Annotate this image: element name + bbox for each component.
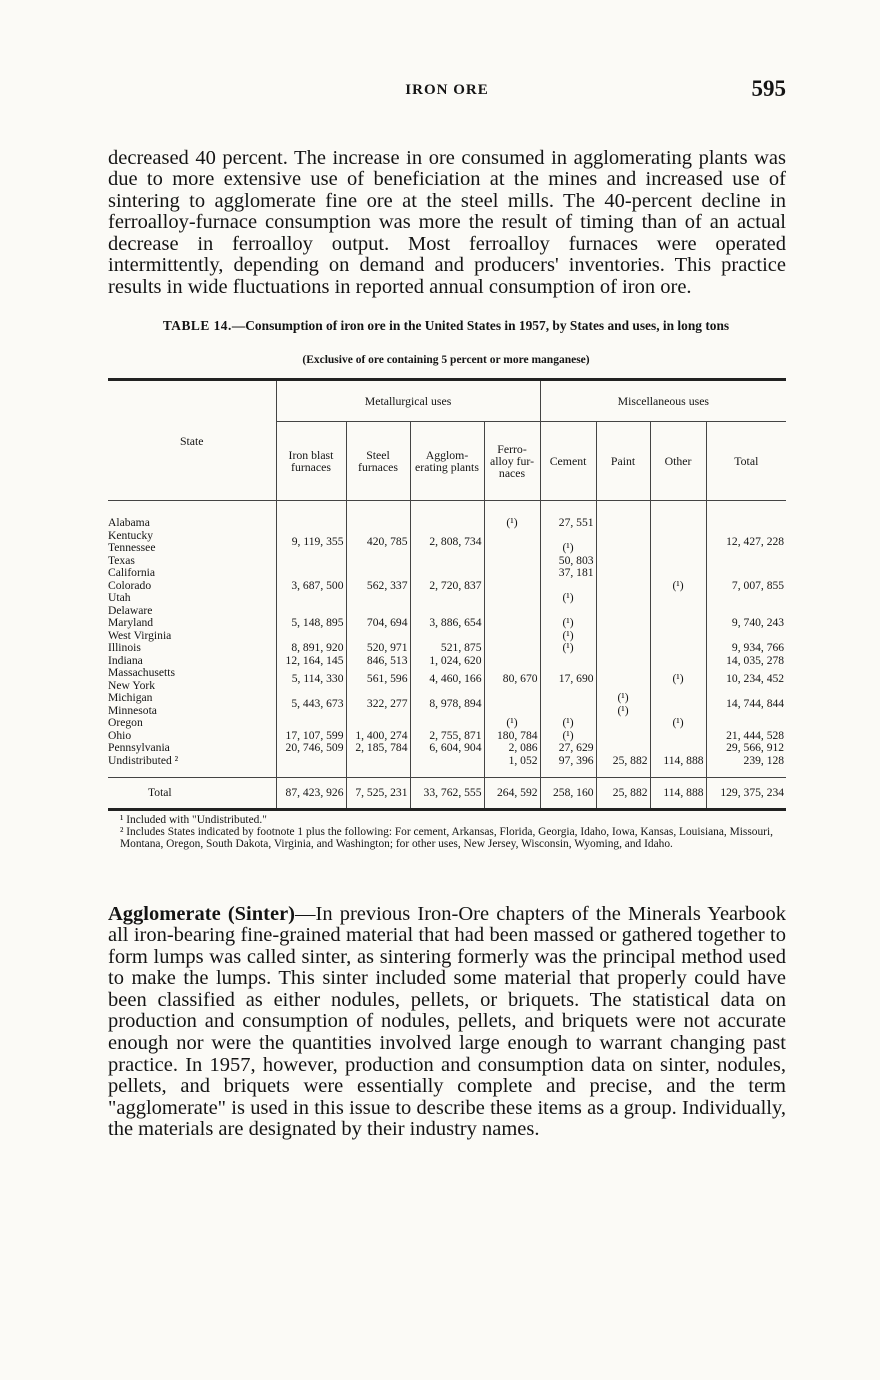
table-cell: 10, 234, 452 [706, 667, 786, 692]
table-cell: 258, 160 [540, 778, 596, 810]
table-cell: 322, 277 [346, 692, 410, 717]
table-cell [346, 755, 410, 768]
table-cell [650, 730, 706, 743]
table-cell: 12, 427, 228 [706, 501, 786, 568]
table-cell: 80, 670 [484, 667, 540, 692]
table-cell [540, 692, 596, 705]
table-cell: 87, 423, 926 [276, 778, 346, 810]
state-name: Indiana [108, 654, 143, 667]
table-cell [410, 717, 484, 730]
table-cell [596, 617, 650, 630]
table-row [108, 567, 786, 580]
table-cell: (¹) [596, 705, 650, 718]
table-cell: 14, 744, 844 [706, 692, 786, 717]
table-cell: 1, 400, 274 [346, 730, 410, 743]
table-cell: (¹) [540, 592, 596, 605]
table-cell: 9, 119, 355 [276, 501, 346, 568]
state-name: Alabama [108, 516, 150, 529]
footnote-1: ¹ Included with "Undistributed." [120, 814, 267, 826]
table-cell: 114, 888 [650, 755, 706, 768]
table-cell: 1, 024, 620 [410, 655, 484, 668]
table-cell: 2, 808, 734 [410, 501, 484, 568]
table-cell: 180, 784 [484, 730, 540, 743]
table-cell: 420, 785 [346, 501, 410, 568]
table-cell: (¹) [540, 730, 596, 743]
paragraph-text: —In previous Iron-Ore chapters of the Minerals Yearbook all iron-bearing fine-grained material that had been massed or gathered together to form lumps was called sinter, as sintering formerly was the principal method used to make the lumps. This sinter included some material that properly could have been classified as either nodules, pellets, or briquets. The statistical data on production and consumption of nodules, pellets, and briquets were not accurate enough nor were the quantities involved large enough to warrant changing past practice. In 1957, however, production and consumption data on sinter, nodules, pellets, and briquets were essentially complete and precise, and the term "agglomerate" is used in this issue to describe these items as a group. Individually, the materials are designated by their industry names. [108, 902, 786, 1141]
table-cell [650, 742, 706, 755]
table-cell: 97, 396 [540, 755, 596, 768]
table-cell [540, 705, 596, 718]
table-cell [650, 555, 706, 568]
table-cell: 8, 891, 920 [276, 642, 346, 655]
table-row [108, 655, 786, 668]
table-cell [650, 542, 706, 555]
table-cell: 4, 460, 166 [410, 667, 484, 692]
table-cell: 25, 882 [596, 755, 650, 768]
table-cell: 704, 694 [346, 605, 410, 643]
table-cell [484, 692, 540, 705]
table-row [108, 755, 786, 768]
table-cell: 521, 875 [410, 642, 484, 655]
table-cell: 12, 164, 145 [276, 655, 346, 668]
table-cell: 29, 566, 912 [706, 742, 786, 755]
table-cell: 239, 128 [706, 755, 786, 768]
table-cell: (¹) [540, 630, 596, 643]
table-cell: 562, 337 [346, 567, 410, 605]
table-cell: 129, 375, 234 [706, 778, 786, 810]
table-row [108, 642, 786, 655]
column-header-cement: Cement [540, 422, 596, 501]
table-cell [540, 530, 596, 543]
column-header-steel: Steel furnaces [346, 422, 410, 501]
state-name: New York [108, 679, 156, 692]
table-cell [650, 630, 706, 643]
state-name: Pennsylvania [108, 742, 170, 754]
state-name: West Virginia [108, 629, 172, 642]
group-header-miscellaneous: Miscellaneous uses [540, 380, 786, 422]
table-cell [540, 655, 596, 668]
state-name: Colorado [108, 579, 152, 592]
table-cell [596, 530, 650, 543]
column-header-other: Other [650, 422, 706, 501]
table-cell: 17, 690 [540, 667, 596, 692]
table-cell [596, 642, 650, 655]
table-cell [484, 542, 540, 555]
table-cell [484, 530, 540, 543]
table-row [108, 605, 786, 618]
table-cell: 27, 551 [540, 501, 596, 530]
table-cell: 520, 971 [346, 642, 410, 655]
table-cell: 8, 978, 894 [410, 692, 484, 717]
state-name: Kentucky [108, 529, 154, 542]
table-cell: 9, 740, 243 [706, 605, 786, 643]
table-cell: 561, 596 [346, 667, 410, 692]
column-header-agglom: Agglom- erating plants [410, 422, 484, 501]
table-cell: 21, 444, 528 [706, 730, 786, 743]
state-name: Massachusetts [108, 667, 175, 679]
table-cell: 114, 888 [650, 778, 706, 810]
running-head: IRON ORE [405, 82, 489, 98]
state-name: Tennessee [108, 542, 156, 554]
table-cell [484, 705, 540, 718]
state-name: California [108, 567, 156, 579]
table-cell: (¹) [650, 667, 706, 692]
table-cell [596, 742, 650, 755]
column-header-paint: Paint [596, 422, 650, 501]
table-cell: 2, 086 [484, 742, 540, 755]
table-cell [596, 605, 650, 618]
table-label: TABLE 14. [162, 318, 232, 333]
table-cell: (¹) [484, 717, 540, 730]
table-cell [484, 605, 540, 618]
table-cell [596, 501, 650, 530]
state-name: Maryland [108, 617, 154, 629]
state-name: Utah [108, 592, 131, 604]
table-cell: 5, 148, 895 [276, 605, 346, 643]
table-cell: (¹) [540, 617, 596, 630]
table-cell [596, 655, 650, 668]
table-row [108, 717, 786, 730]
table-cell: (¹) [650, 580, 706, 593]
table-cell [650, 642, 706, 655]
table-cell [650, 567, 706, 580]
table-cell [276, 755, 346, 768]
table-cell [596, 667, 650, 692]
table-cell: (¹) [540, 542, 596, 555]
paragraph-consumption: decreased 40 percent. The increase in ore consumed in agglomerating plants was due to more extensive use of beneficiation at the mines and increased use of sintering to agglomerate fine ore at the steel mills. The 40-percent decline in ferroalloy-furnace consumption was more the result of timing than of an actual decrease in ferroalloy output. Most ferroalloy furnaces were operated intermittently, depending on demand and producers' inventories. This practice results in wide fluctuations in reported annual consumption of iron ore. [108, 146, 786, 299]
table-cell: (¹) [596, 692, 650, 705]
table-title [106, 318, 786, 334]
state-name: Undistributed ² [108, 754, 179, 767]
table-cell: 7, 525, 231 [346, 778, 410, 810]
state-name: Texas [108, 554, 135, 567]
table-cell: (¹) [650, 717, 706, 730]
table-title-text: —Consumption of iron ore in the United States in 1957, by States and uses, in long tons [231, 318, 730, 333]
section-lead-heading: Agglomerate (Sinter) [108, 902, 295, 925]
table-cell: 2, 185, 784 [346, 742, 410, 755]
table-cell: 37, 181 [540, 567, 596, 580]
table-cell [484, 567, 540, 580]
table-cell [650, 705, 706, 718]
table-cell [596, 717, 650, 730]
table-cell [650, 617, 706, 630]
table-cell [650, 592, 706, 605]
table-cell: 33, 762, 555 [410, 778, 484, 810]
table-row [108, 692, 786, 705]
table-cell [484, 617, 540, 630]
page-header [108, 76, 786, 106]
table-cell [596, 555, 650, 568]
table-cell: 25, 882 [596, 778, 650, 810]
table-cell [650, 692, 706, 705]
state-name: Delaware [108, 604, 153, 617]
table-cell [540, 580, 596, 593]
table-cell [596, 730, 650, 743]
table-cell [346, 717, 410, 730]
table-cell: (¹) [484, 501, 540, 530]
column-header-total: Total [706, 422, 786, 501]
table-footnotes [120, 814, 786, 850]
table-cell: 264, 592 [484, 778, 540, 810]
table-cell: 7, 007, 855 [706, 567, 786, 605]
table-cell [596, 567, 650, 580]
column-header-ferro: Ferro- alloy fur- naces [484, 422, 540, 501]
state-name: Oregon [108, 717, 143, 729]
table-cell [276, 717, 346, 730]
paragraph-agglomerate [108, 904, 786, 1142]
table-cell [484, 655, 540, 668]
table-cell [484, 592, 540, 605]
state-name: Michigan [108, 692, 153, 704]
table-cell [410, 755, 484, 768]
page-number: 595 [751, 76, 786, 101]
column-header-iron-blast: Iron blast furnaces [276, 422, 346, 501]
table-cell: (¹) [540, 642, 596, 655]
table-cell [650, 605, 706, 618]
table-cell: 27, 629 [540, 742, 596, 755]
consumption-table [108, 378, 786, 811]
state-name: Ohio [108, 729, 132, 742]
table-cell [596, 592, 650, 605]
table-subtitle: (Exclusive of ore containing 5 percent or more manganese) [302, 354, 590, 366]
table-cell: 846, 513 [346, 655, 410, 668]
table-cell: 50, 803 [540, 555, 596, 568]
table-row [108, 730, 786, 743]
table-cell: 17, 107, 599 [276, 730, 346, 743]
table-cell [706, 717, 786, 730]
table-row [108, 767, 786, 778]
table-cell [650, 530, 706, 543]
column-header-state: State [108, 380, 276, 501]
table-cell [484, 642, 540, 655]
table-cell: 20, 746, 509 [276, 742, 346, 755]
table-cell: 2, 720, 837 [410, 567, 484, 605]
table-cell: 3, 687, 500 [276, 567, 346, 605]
table-cell [596, 542, 650, 555]
total-row [108, 778, 786, 810]
table-cell [650, 655, 706, 668]
table-cell: 14, 035, 278 [706, 655, 786, 668]
table-cell: 3, 886, 654 [410, 605, 484, 643]
table-cell [596, 580, 650, 593]
table-row [108, 667, 786, 680]
table-cell [484, 580, 540, 593]
state-name: Illinois [108, 642, 141, 654]
table-cell: 6, 604, 904 [410, 742, 484, 755]
table-cell: (¹) [540, 717, 596, 730]
table-cell [484, 555, 540, 568]
table-cell: 5, 443, 673 [276, 692, 346, 717]
table-cell: 2, 755, 871 [410, 730, 484, 743]
table-cell [650, 501, 706, 530]
table-cell [540, 605, 596, 618]
table-row [108, 501, 786, 530]
table-row [108, 742, 786, 755]
footnote-2: ² Includes States indicated by footnote 1 plus the following: For cement, Arkansas, Florida, Georgia, Idaho, Iowa, Kansas, Louisiana, Missouri, Montana, Oregon, South Dakota, Virginia, and Washington; for other uses, New Jersey, Wisconsin, Wyoming, and Idaho. [120, 826, 773, 850]
state-name: Minnesota [108, 704, 157, 717]
table-cell: 5, 114, 330 [276, 667, 346, 692]
group-header-metallurgical: Metallurgical uses [276, 380, 540, 422]
table-cell: 9, 934, 766 [706, 642, 786, 655]
total-label: Total [108, 778, 276, 810]
table-cell [484, 630, 540, 643]
table-cell: 1, 052 [484, 755, 540, 768]
table-cell [596, 630, 650, 643]
